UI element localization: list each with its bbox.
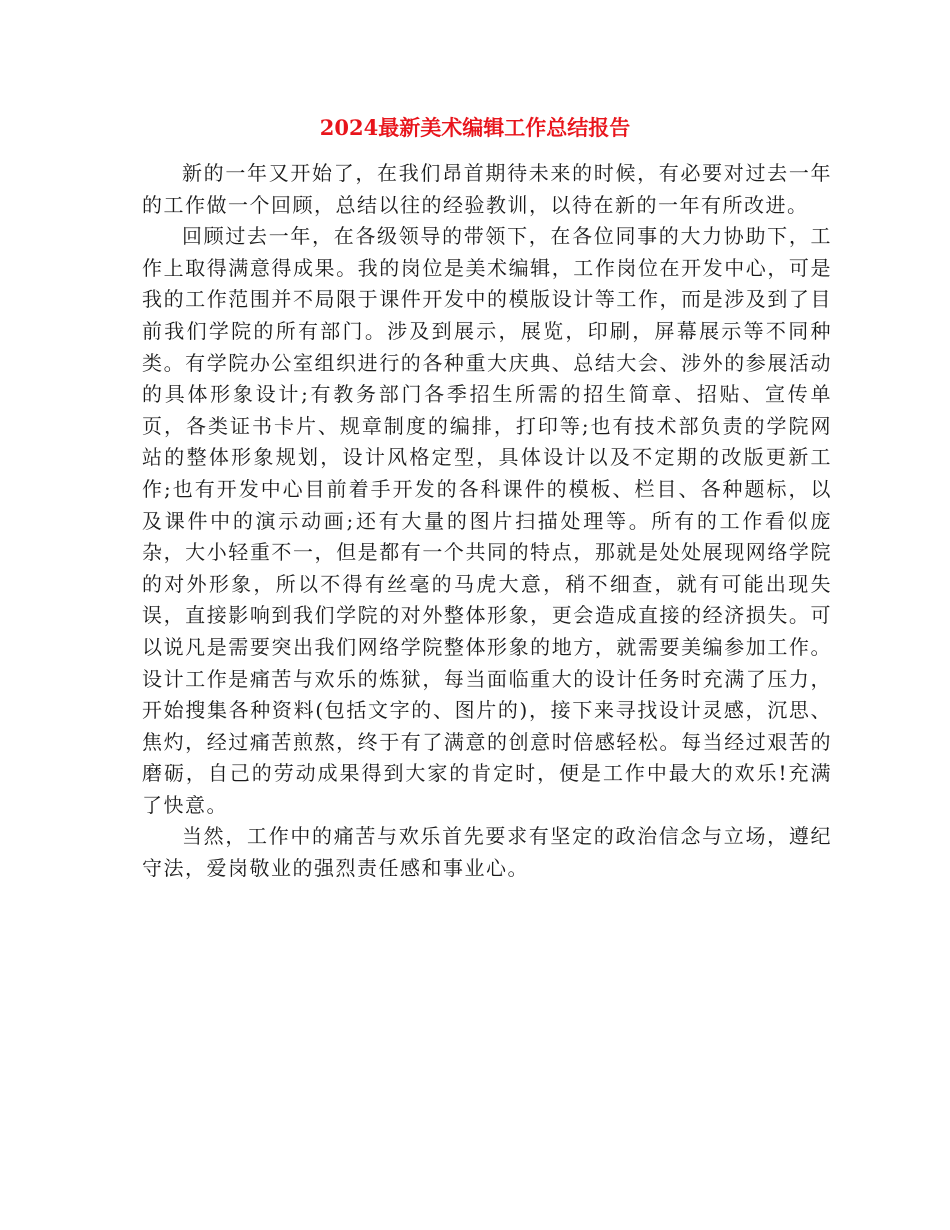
paragraph-intro: 新的一年又开始了，在我们昂首期待未来的时候，有必要对过去一年的工作做一个回顾，总结以往的经验教训，以待在新的一年有所改进。 bbox=[142, 161, 832, 217]
paragraph-review: 回顾过去一年，在各级领导的带领下，在各位同事的大力协助下，工作上取得满意得成果。我的岗位是美术编辑，工作岗位在开发中心，可是我的工作范围并不局限于课件开发中的模版设计等工作，而是涉及到了目前我们学院的所有部门。涉及到展示，展览，印刷，屏幕展示等不同种类。有学院办公室组织进行的各种重大庆典、总结大会、涉外的参展活动的具体形象设计;有教务部门各季招生所需的招生简章、招贴、宣传单页，各类证书卡片、规章制度的编排，打印等;也有技术部负责的学院网站的整体形象规划，设计风格定型，具体设计以及不定期的改版更新工作;也有开发中心目前着手开发的各科课件的模板、栏目、各种题标，以及课件中的演示动画;还有大量的图片扫描处理等。所有的工作看似庞杂，大小轻重不一，但是都有一个共同的特点，那就是处处展现网络学院的对外形象，所以不得有丝毫的马虎大意，稍不细查，就有可能出现失误，直接影响到我们学院的对外整体形象，更会造成直接的经济损失。可以说凡是需要突出我们网络学院整体形象的地方，就需要美编参加工作。 设计工作是痛苦与欢乐的炼狱，每当面临重大的设计任务时充满了压力，开始搜集各种资料(包括文字的、图片的)，接下来寻找设计灵感，沉思、焦灼，经过痛苦煎熬，终于有了满意的创意时倍感轻松。每当经过艰苦的磨砺，自己的劳动成果得到大家的肯定时，便是工作中最大的欢乐!充满了快意。 bbox=[142, 224, 832, 817]
document-body bbox=[142, 158, 832, 885]
paragraph-conclusion: 当然，工作中的痛苦与欢乐首先要求有坚定的政治信念与立场，遵纪守法，爱岗敬业的强烈责任感和事业心。 bbox=[142, 824, 832, 881]
document-title: 2024最新美术编辑工作总结报告 bbox=[319, 115, 631, 140]
